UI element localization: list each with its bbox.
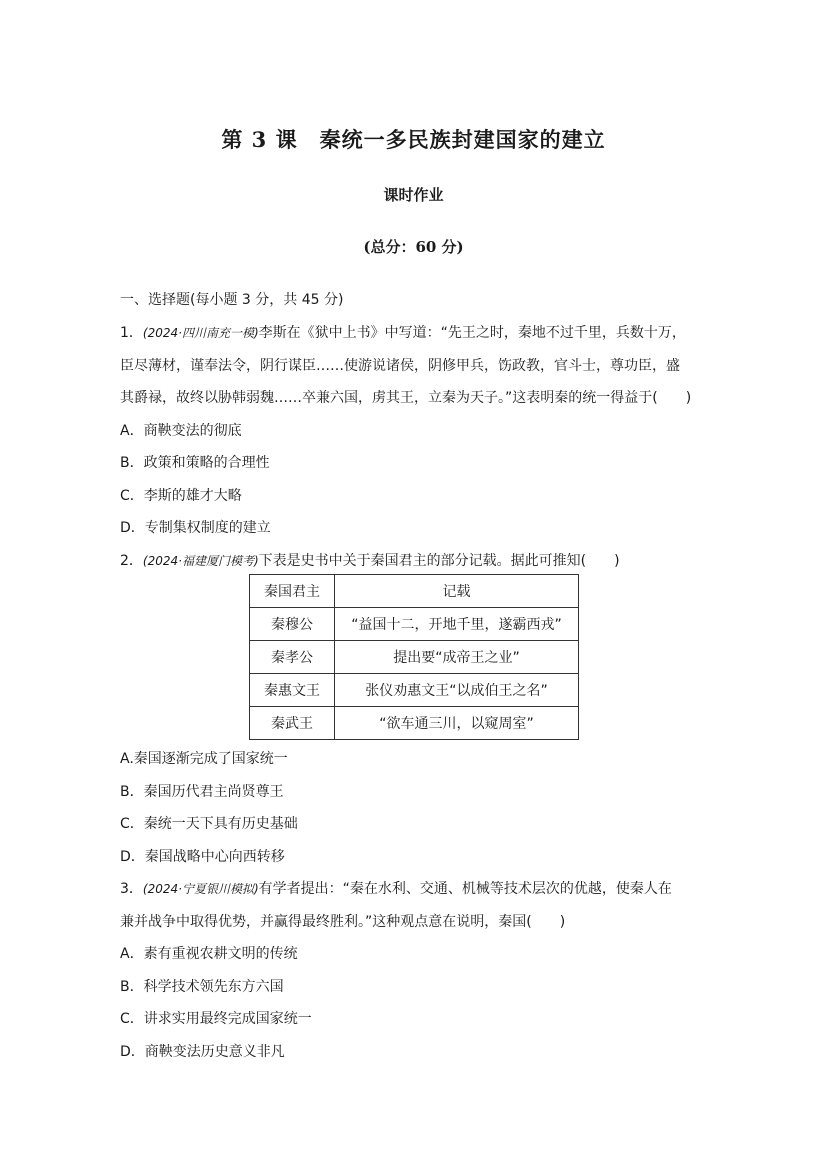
table-cell: “益国十二，开地千里，遂霸西戎”	[335, 608, 579, 641]
table-cell: “欲车通三川，以窥周室”	[335, 707, 579, 740]
question-3-line-1	[120, 878, 710, 898]
table-cell: 张仪劝惠文王“以成伯王之名”	[335, 674, 579, 707]
q3-option-a[interactable]: A．素有重视农耕文明的传统	[120, 946, 298, 962]
q2-option-a[interactable]: A.秦国逐渐完成了国家统一	[120, 751, 288, 767]
q1-option-d[interactable]: D．专制集权制度的建立	[120, 520, 271, 536]
q2-option-b[interactable]: B．秦国历代君主尚贤尊王	[120, 784, 284, 800]
table-row	[250, 674, 579, 707]
q3-option-b[interactable]: B．科学技术领先东方六国	[120, 979, 284, 995]
table-cell: 秦穆公	[250, 608, 335, 641]
table-row	[250, 707, 579, 740]
table-header: 记载	[335, 575, 579, 608]
question-source: (2024·四川南充一模)	[142, 326, 259, 340]
q2-option-c[interactable]: C．秦统一天下具有历史基础	[120, 816, 298, 832]
table-row	[250, 608, 579, 641]
question-1-line-2: 臣尽薄材，谨奉法令，阴行谋臣……使游说诸侯，阴修甲兵，饬政教，官斗士，尊功臣，盛	[120, 358, 680, 374]
table-cell: 秦惠文王	[250, 674, 335, 707]
table-header: 秦国君主	[250, 575, 335, 608]
q3-option-c[interactable]: C．讲求实用最终完成国家统一	[120, 1011, 312, 1027]
page-title: 第 3 课 秦统一多民族封建国家的建立	[221, 127, 606, 152]
question-2-line-1	[120, 550, 710, 570]
question-1-line-1	[120, 322, 710, 342]
table-cell: 秦孝公	[250, 641, 335, 674]
q1-option-c[interactable]: C．李斯的雄才大略	[120, 488, 242, 504]
q1-option-a[interactable]: A．商鞅变法的彻底	[120, 423, 242, 439]
question-text: 下表是史书中关于秦国君主的部分记载。据此可推知( )	[258, 553, 620, 569]
question-number: 3．	[120, 881, 143, 897]
page-subtitle: 课时作业	[383, 186, 444, 204]
question-source: (2024·福建厦门模考)	[142, 554, 259, 568]
table-cell: 提出要“成帝王之业”	[335, 641, 579, 674]
q3-option-d[interactable]: D．商鞅变法历史意义非凡	[120, 1044, 285, 1060]
question-3-line-2: 兼并战争中取得优势，并赢得最终胜利。”这种观点意在说明，秦国( )	[120, 914, 566, 930]
table-row	[250, 641, 579, 674]
q1-option-b[interactable]: B．政策和策略的合理性	[120, 455, 270, 471]
question-1-line-3: 其爵禄，故终以胁韩弱魏……卒兼六国，虏其王，立秦为天子。”这表明秦的统一得益于( )	[120, 390, 692, 406]
question-source: (2024·宁夏银川模拟)	[142, 882, 259, 896]
question-text: 李斯在《狱中上书》中写道：“先王之时，秦地不过千里，兵数十万，	[258, 325, 686, 341]
question-text: 有学者提出：“秦在水利、交通、机械等技术层次的优越，使秦人在	[258, 881, 672, 897]
section-heading: 一、选择题(每小题 3 分，共 45 分)	[120, 292, 344, 308]
question-number: 1．	[120, 325, 143, 341]
q2-option-d[interactable]: D．秦国战略中心向西转移	[120, 849, 285, 865]
question-number: 2．	[120, 553, 143, 569]
table-header-row	[250, 575, 579, 608]
total-score: (总分：60 分)	[363, 238, 464, 256]
table-cell: 秦武王	[250, 707, 335, 740]
records-table	[249, 574, 579, 740]
